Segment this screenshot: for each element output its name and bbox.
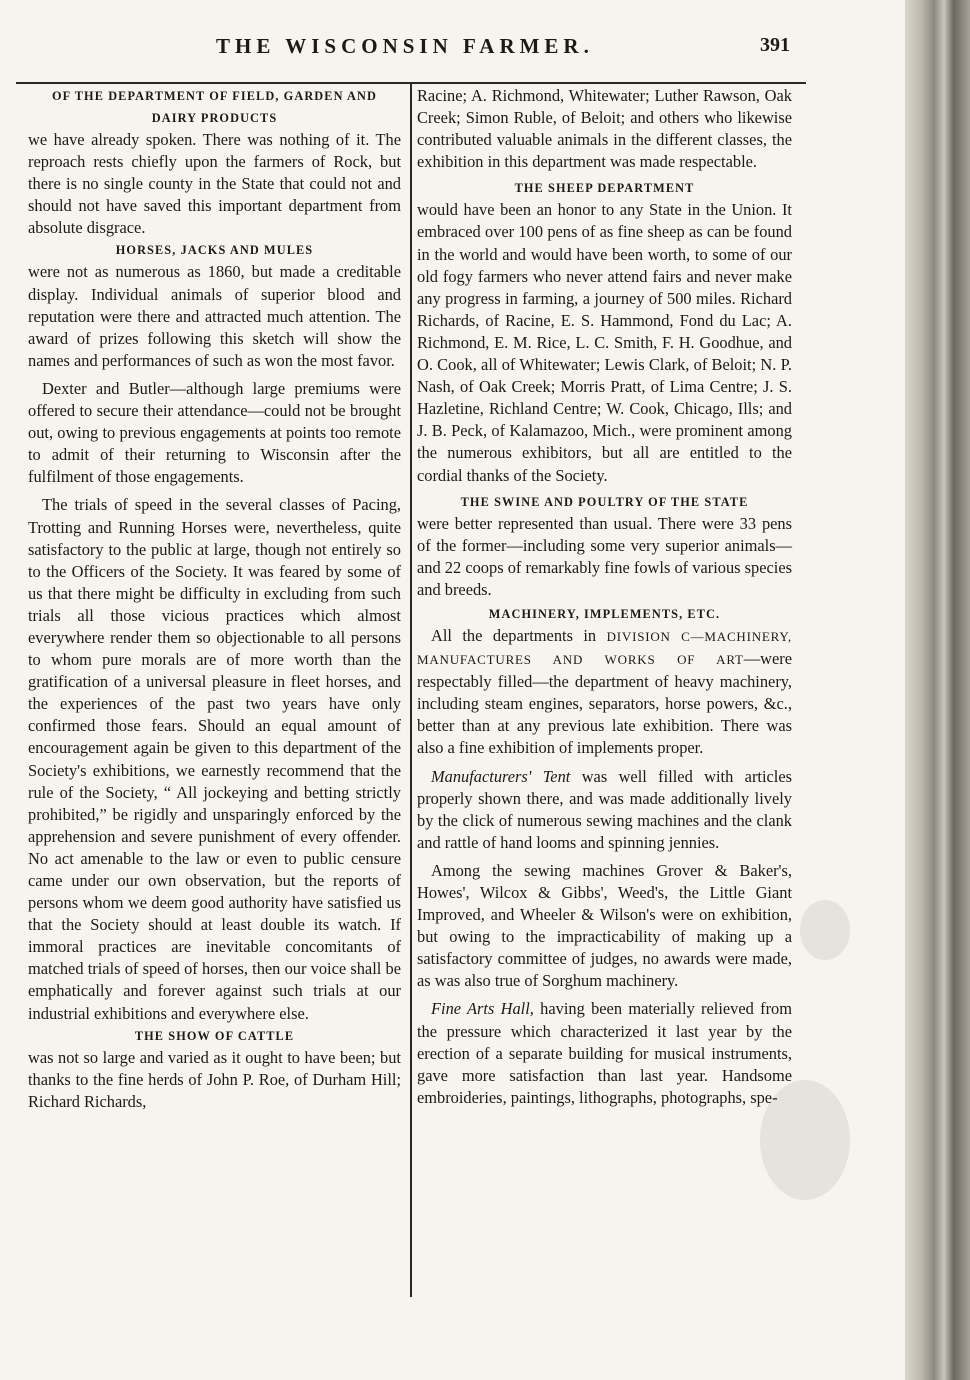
page-header bbox=[0, 32, 905, 62]
paragraph: were better represented than usual. There were 33 pens of the former—including some very superior animals—and 22 coops of remarkably fine fowls of various species and breeds. bbox=[417, 513, 792, 599]
text-run: All the departments in bbox=[431, 625, 597, 645]
heading-field-garden-dairy: OF THE DEPARTMENT OF FIELD, GARDEN AND DAIRY PRODUCTS bbox=[51, 89, 378, 125]
paragraph: Among the sewing machines Grover & Baker's, Howes', Wilcox & Gibbs', Weed's, the Little Giant Improved, and Wheeler & Wilson's were on exhibition, but owing to the impracticability of making up a satisfactory committee of judges, no awards were made, as was also true of Sorghum machinery. bbox=[417, 860, 792, 991]
text-run: was well filled with articles properly shown there, and was made additionally lively by the click of numerous sewing machines and the clank and rattle of hand looms and spinning jennies. bbox=[417, 766, 792, 852]
paragraph: we have already spoken. There was nothing of it. The reproach rests chiefly upon the farmers of Rock, but there is no single county in the State that could not and should not have saved this important department from absolute disgrace. bbox=[28, 130, 401, 238]
heading-sheep: THE SHEEP DEPARTMENT bbox=[514, 181, 695, 196]
paragraph bbox=[417, 998, 792, 1108]
left-column bbox=[28, 85, 401, 1113]
paragraph: would have been an honor to any State in the Union. It embraced over 100 pens of as fine sheep as can be found in the world and would have been worth, to some of our old fogy farmers who never attend fairs and never make any progress in farming, a journey of 500 miles. Richard Richards, of Racine, E. S. Hammond, Fond du Lac; A. Richmond, E. M. Rice, L. C. Smith, F. H. Goodhue, and O. Cook, all of Whitewater; Lewis Clark, of Beloit; N. P. Nash, of Oak Creek; Morris Pratt, of Lima Centre; J. S. Hazletine, Richland Centre; W. Cook, Chicago, Ills; and J. B. Peck, of Kalamazoo, Mich., were prominent among the numerous exhibitors, but all are entitled to the cordial thanks of the Society. bbox=[417, 200, 792, 485]
heading-horses: HORSES, JACKS AND MULES bbox=[115, 243, 314, 258]
heading-swine-poultry: THE SWINE AND POULTRY OF THE STATE bbox=[460, 494, 749, 509]
stain-mark bbox=[800, 900, 850, 960]
paragraph bbox=[417, 766, 792, 854]
paragraph: were not as numerous as 1860, but made a creditable display. Individual animals of superior blood and reputation were there and attracted much attention. The award of prizes following this sketch will show the names and performances of such as won the most favor. bbox=[28, 262, 401, 370]
stain-mark bbox=[760, 1080, 850, 1200]
paragraph: Dexter and Butler—although large premiums were offered to secure their attendance—could not be brought out, owing to previous engagements at points too remote to admit of their returning to Wisconsin after the fulfilment of those engagements. bbox=[28, 378, 401, 487]
paragraph: was not so large and varied as it ought to have been; but thanks to the fine herds of John P. Roe, of Durham Hill; Richard Richards, bbox=[28, 1047, 401, 1111]
running-title: THE WISCONSIN FARMER. bbox=[216, 34, 594, 58]
small-caps-run: DIVISION C—MACHINERY, MANUFACTURES AND WORKS OF ART bbox=[417, 628, 792, 668]
paragraph bbox=[417, 625, 792, 760]
text-run: —were respectably filled—the department of heavy machinery, including steam engines, separators, horse powers, &c., better than at any previous late exhibition. There was also a fine exhibition of implements proper. bbox=[417, 649, 792, 758]
paragraph: The trials of speed in the several classes of Pacing, Trotting and Running Horses were, nevertheless, quite satisfactory to the public at large, though not entirely so to the Officers of the Society. It was feared by some of us that there might be difficulty in excluding from such trials all those vicious practices which almost everywhere render them so objectionable to all persons to whom pure morals are of more worth than the gratification of a universal pleasure in fleet horses, and the experiences of the past two years have only confirmed those fears. Should an equal amount of encouragement again be given to this department of the Society's exhibitions, we earnestly recommend that the rule of the Society, “ All jockeying and betting strictly prohibited,” be rigidly and unsparingly enforced by the apprehension and severe punishment of every offender. No act amenable to the law or even to public censure came under our own observation, but the reports of persons whom we deem good authority have satisfied us that the Society should at least double its watch. If immoral practices are inevitable concomitants of matched trials of speed of horses, then our voice shall be emphatically and forever against such trials at our industrial exhibitions and everywhere else. bbox=[28, 495, 401, 1023]
heading-machinery: MACHINERY, IMPLEMENTS, ETC. bbox=[488, 606, 721, 621]
right-column bbox=[417, 85, 792, 1109]
paragraph: Racine; A. Richmond, Whitewater; Luther Rawson, Oak Creek; Simon Ruble, of Beloit; and others who likewise contributed valuable animals in the different classes, the exhibition in this department was made respectable. bbox=[417, 86, 792, 172]
heading-cattle: THE SHOW OF CATTLE bbox=[134, 1028, 295, 1043]
italic-run: Manufacturers' Tent bbox=[431, 766, 571, 786]
italic-run: Fine Arts Hall, bbox=[431, 999, 534, 1019]
column-divider bbox=[410, 82, 412, 1297]
page-edge-shadow bbox=[905, 0, 970, 1380]
text-run: having been materially relieved from the pressure which characterized it last year by the erection of a separate building for musical instruments, gave more satisfaction than last year. Handsome embroideries, paintings, lithographs, photographs, spe- bbox=[417, 999, 792, 1107]
page-number: 391 bbox=[760, 34, 790, 56]
